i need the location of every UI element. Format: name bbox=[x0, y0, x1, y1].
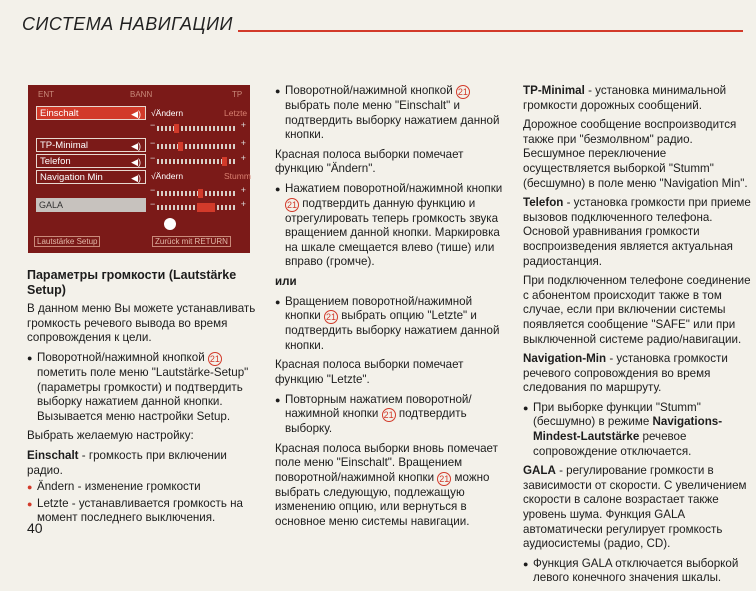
volume-slider[interactable]: − + bbox=[151, 142, 243, 150]
menu-item-label: Navigation Min bbox=[40, 172, 103, 183]
column-2 bbox=[275, 84, 508, 535]
slider-marker bbox=[222, 157, 227, 166]
paragraph: Красная полоса выборки вновь помечает поле меню "Einschalt". Вращением поворотной/нажимной кнопки 21 можно выбрать следующую, подлежащую изменению опцию, или вернуться в основное меню системы навигации. bbox=[275, 441, 498, 529]
knob-number-icon: 21 bbox=[383, 410, 394, 421]
screen-top-right: TP bbox=[232, 90, 243, 99]
option-row-2 bbox=[151, 171, 251, 181]
menu-item-einschalt[interactable] bbox=[36, 106, 146, 120]
instruction-item: ● Вращением поворотной/нажимной кнопки 21 выбрать опцию "Letzte" и подтвердить выборку нажатием данной кнопки. bbox=[275, 295, 508, 354]
option-andern[interactable]: √Ändern bbox=[151, 108, 184, 118]
term: TP-Minimal bbox=[523, 84, 585, 97]
instruction-item: ● Поворотной/нажимной кнопкой 21 пометить поле меню "Lautstärke-Setup" (параметры громкости) и подтвердить выборку нажатием данной кнопки. Вызывается меню настройки Setup. bbox=[27, 351, 259, 424]
term: Einschalt bbox=[27, 448, 79, 462]
volume-slider[interactable]: − + bbox=[151, 157, 243, 165]
or-label: или bbox=[275, 274, 297, 288]
section-heading: Параметры громкости (Lautstärke Setup) bbox=[27, 268, 237, 297]
option-stumm[interactable]: Stumm bbox=[224, 171, 251, 181]
term: Telefon bbox=[523, 196, 564, 210]
instruction-item: ● Повторным нажатием поворотной/нажимной кнопки 21 подтвердить выборку. bbox=[275, 393, 508, 437]
term-paragraph: Telefon - установка громкости при приеме вызовов подключенного телефона. Основой уравнивания громкости воспроизведения является актуальная радиостанция. bbox=[523, 196, 751, 268]
lautstarke-setup-label: Lautstärke Setup bbox=[34, 236, 100, 247]
menu-item-tp-minimal[interactable] bbox=[36, 138, 146, 152]
menu-item-label: TP-Minimal bbox=[40, 140, 89, 151]
instruction-item: ● Функция GALA отключается выборкой левого конечного значения шкалы. bbox=[523, 557, 753, 586]
volume-slider[interactable]: − + bbox=[151, 189, 243, 197]
volume-slider[interactable]: − + bbox=[151, 124, 243, 132]
screen-top-bar bbox=[38, 90, 243, 100]
knob-number-icon: 21 bbox=[439, 473, 450, 484]
instruction-item: ● Нажатием поворотной/нажимной кнопки 21 подтвердить данную функцию и отрегулировать теперь громкость звука вращением данной кнопки. Маркировка на шкале смещается влево (тише) или вправо (громче). bbox=[275, 182, 508, 270]
speaker-icon: ◀) bbox=[131, 173, 141, 183]
paragraph: При подключенном телефоне соединение с абонентом происходит также в том случае, если при включении системы появляется сообщение "SAFE" или при выключенной системе радио/навигации. bbox=[523, 274, 751, 346]
instruction-item: ● При выборке функции "Stumm" (бесшумно) в режиме Navigations-Mindest-Lautstärke речевое сопровождение отключается. bbox=[523, 401, 753, 459]
gala-slider[interactable]: − + bbox=[151, 203, 243, 211]
menu-item-label: Telefon bbox=[40, 156, 71, 167]
term-paragraph: Navigation-Min - установка громкости речевого сопровождения во время следования по маршруту. bbox=[523, 352, 728, 395]
knob-number-icon: 21 bbox=[286, 199, 297, 210]
term: Navigation-Min bbox=[523, 352, 607, 366]
column-3 bbox=[523, 84, 753, 591]
term: GALA bbox=[523, 464, 556, 478]
slider-marker bbox=[174, 124, 179, 133]
term-paragraph: GALA - регулирование громкости в зависимости от скорости. С увеличением скорости в салоне возрастает также уровень шума. Функция GALA автоматически регулирует громкость аудиосистемы (радио, CD). bbox=[523, 464, 747, 551]
option-letzte[interactable]: Letzte bbox=[224, 108, 248, 118]
volume-setup-screen bbox=[28, 85, 250, 253]
slider-marker bbox=[198, 189, 203, 198]
slider-marker bbox=[178, 142, 183, 151]
term-paragraph: Einschalt - громкость при включении радио. bbox=[27, 448, 227, 477]
instruction-item: ● Поворотной/нажимной кнопкой 21 выбрать поле меню "Einschalt" и подтвердить выборку нажатием данной кнопки. bbox=[275, 84, 508, 143]
paragraph: Выбрать желаемую настройку: bbox=[27, 429, 194, 443]
speaker-icon: ◀) bbox=[131, 141, 141, 151]
option-row-1 bbox=[151, 108, 248, 118]
paragraph: Дорожное сообщение воспроизводится также при "безмолвном" радио. Бесшумное переключение осуществляется выборкой "Stumm" (бесшумно) в поле меню "Navigation Min". bbox=[523, 118, 748, 190]
page-number: 40 bbox=[27, 520, 43, 536]
column-1 bbox=[27, 268, 259, 531]
speaker-icon: ◀) bbox=[131, 157, 141, 167]
list-item: ● Ändern - изменение громкости bbox=[27, 480, 259, 495]
list-item: ● Letzte - устанавливается громкость на момент последнего выключения. bbox=[27, 497, 259, 526]
return-hint: Zurück mit RETURN bbox=[152, 236, 231, 247]
knob-number-icon: 21 bbox=[457, 87, 468, 97]
knob-number-icon: 21 bbox=[209, 353, 220, 364]
rotary-knob-icon bbox=[164, 218, 176, 230]
option-andern[interactable]: √Ändern bbox=[151, 171, 184, 181]
paragraph: Красная полоса выборки помечает функцию "Ändern". bbox=[275, 147, 464, 176]
knob-number-icon: 21 bbox=[325, 312, 336, 323]
header-rule bbox=[238, 30, 743, 32]
page-title: СИСТЕМА НАВИГАЦИИ bbox=[22, 14, 233, 34]
screen-bottom-bar bbox=[34, 236, 244, 248]
speaker-icon: ◀) bbox=[131, 109, 141, 119]
gala-marker bbox=[197, 203, 215, 212]
paragraph: В данном меню Вы можете устанавливать громкость речевого вывода во время сопровождения к цели. bbox=[27, 302, 256, 345]
menu-item-navigation-min[interactable] bbox=[36, 170, 146, 184]
menu-item-label: Einschalt bbox=[40, 108, 79, 119]
paragraph: Красная полоса выборки помечает функцию "Letzte". bbox=[275, 358, 464, 386]
menu-item-label: GALA bbox=[39, 200, 64, 210]
screen-top-left: ENT bbox=[38, 90, 54, 99]
screen-top-mid: BANN bbox=[130, 90, 153, 99]
menu-item-gala[interactable] bbox=[36, 198, 146, 212]
menu-item-telefon[interactable] bbox=[36, 154, 146, 168]
term-paragraph: TP-Minimal - установка минимальной громкости дорожных сообщений. bbox=[523, 84, 727, 112]
